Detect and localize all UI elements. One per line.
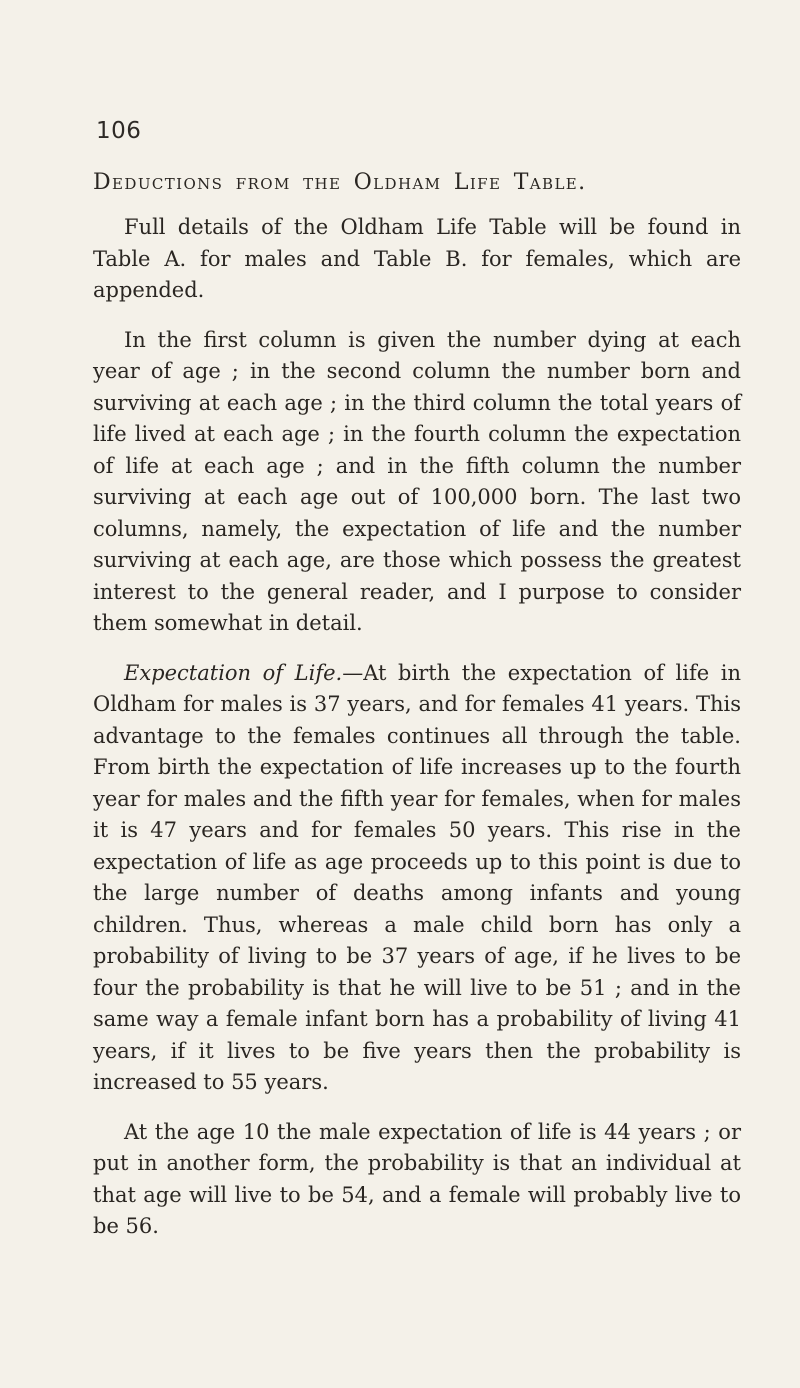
paragraph-lead-italic: Expectation of Life. bbox=[124, 660, 343, 685]
body-text bbox=[93, 212, 741, 1261]
section-heading: Deductions from the Oldham Life Table. bbox=[93, 170, 587, 195]
paragraph bbox=[93, 658, 741, 1099]
paragraph: In the first column is given the number dying at each year of age ; in the second column the number born and surviving at each age ; in the third column the total years of life lived at each age ; in the fourth column the expectation of life at each age ; and in the fifth column the number surviving at each age out of 100,000 born. The last two columns, namely, the expectation of life and the number surviving at each age, are those which possess the greatest interest to the general reader, and I purpose to consider them somewhat in detail. bbox=[93, 327, 741, 635]
paragraph: At the age 10 the male expectation of life is 44 years ; or put in another form, the probability is that an individual at that age will live to be 54, and a female will probably live to be 56. bbox=[93, 1119, 741, 1238]
paragraph-text: —At birth the expectation of life in Oldham for males is 37 years, and for females 41 years. This advantage to the females continues all through the table. From birth the expectation of life increases up to the fourth year for males and the fifth year for females, when for males it is 47 years and for females 50 years. This rise in the expectation of life as age proceeds up to this point is due to the large number of deaths among infants and young children. Thus, whereas a male child born has only a probability of living to be 37 years of age, if he lives to be four the probability is that he will live to be 51 ; and in the same way a female infant born has a probability of living 41 years, if it lives to be five years then the probability is increased to 55 years. bbox=[93, 660, 741, 1094]
paragraph: Full details of the Oldham Life Table will be found in Table A. for males and Table B. for females, which are appended. bbox=[93, 215, 741, 302]
page-number: 106 bbox=[96, 118, 142, 144]
